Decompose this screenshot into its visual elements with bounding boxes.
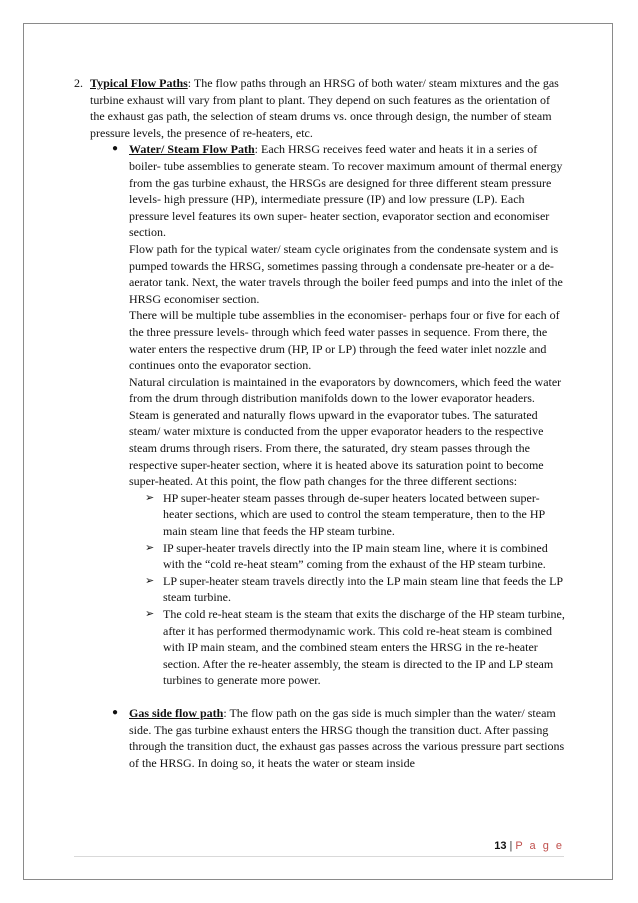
page-footer xyxy=(74,840,564,857)
arrow-bullet-icon: ➢ xyxy=(145,608,155,620)
list-item xyxy=(74,490,566,540)
water-steam-title: Water/ Steam Flow Path xyxy=(129,142,255,157)
list-item-text: IP super-heater travels directly into the IP main steam line, where it is combined with the “cold re-heat steam” coming from the exhaust of the HP steam turbine. xyxy=(163,540,548,572)
list-item-text: HP super-heater steam passes through de-super heaters located between super-heater sections, which are used to control the steam temperature, then to the HP main steam line that feeds the HP steam turbine. xyxy=(163,490,545,539)
list-item-text: LP super-heater steam travels directly into the LP main steam line that feeds the LP steam turbine. xyxy=(163,573,563,605)
water-steam-para-4: Natural circulation is maintained in the evaporators by downcomers, which feed the water from the drum through distribution manifolds down to the lower evaporator headers. Steam is generated and naturally flows upward in the evaporator tubes. The saturated steam/ water mixture is conducted from the upper evaporator headers to the respective steam drums through risers. From there, the saturated, dry steam passes through the respective super-heater section, where it is heated above its saturation point to become super-heated. At this point, the flow path changes for the three different sections: xyxy=(129,374,562,489)
water-steam-para-1 xyxy=(129,141,566,241)
section-typical-flow-paths xyxy=(74,75,566,141)
list-item xyxy=(74,540,566,573)
bullet-gas-side-flow-path xyxy=(74,705,566,771)
list-item-text: The cold re-heat steam is the steam that exits the discharge of the HP steam turbine, after it has performed thermodynamic work. This cold re-heat steam is combined with IP main steam, and the combined steam enters the HRSG in the re-heater section. After the re-heater assembly, the steam is directed to the IP and LP steam turbines to generate more power. xyxy=(163,607,565,688)
gas-side-title: Gas side flow path xyxy=(129,705,224,720)
bullet-dot-icon: ● xyxy=(112,143,119,155)
arrow-bullet-icon: ➢ xyxy=(145,574,155,587)
section-intro xyxy=(90,75,566,141)
water-steam-para-3: There will be multiple tube assemblies in the economiser- perhaps four or five for each of the three pressure levels- through which feed water passes in sequence. From there, the water enters the respective drum (HP, IP or LP) through the feed water inlet nozzle and continues onto the evaporator section. xyxy=(129,308,560,373)
spacer xyxy=(74,689,566,705)
list-item xyxy=(74,606,566,689)
page-word: P a g e xyxy=(515,840,564,852)
page-number-label xyxy=(494,840,564,852)
gas-side-text: : The flow path on the gas side is much simpler than the water/ steam side. The gas turbine exhaust enters the HRSG though the transition duct. After passing through the transition duct, the exhaust gas passes across the various pressure part sections of the HRSG. In doing so, it heats the water or steam inside xyxy=(129,705,565,770)
list-item xyxy=(74,573,566,606)
section-number: 2. xyxy=(74,76,83,90)
page-separator: | xyxy=(509,840,513,852)
water-steam-para-1-text: : Each HRSG receives feed water and heats it in a series of boiler- tube assemblies to generate steam. To recover maximum amount of thermal energy from the gas turbine exhaust, the HRSGs are designed for three different steam pressure levels- high pressure (HP), intermediate pressure (IP) and low pressure (LP). Each pressure level features its own super- heater section, evaporator section and economiser section. xyxy=(129,142,563,240)
section-title: Typical Flow Paths xyxy=(90,76,188,90)
bullet-water-steam-flow-path xyxy=(74,141,566,489)
arrow-bullet-icon: ➢ xyxy=(145,491,155,504)
gas-side-para xyxy=(129,705,566,771)
section-intro-text: : The flow paths through an HRSG of both water/ steam mixtures and the gas turbine exhaust will vary from plant to plant. They depend on such features as the orientation of the exhaust gas path, the selection of steam drums vs. once through design, the number of steam pressure levels, the presence of re-heaters, etc. xyxy=(90,76,559,140)
bullet-dot-icon: ● xyxy=(112,706,119,718)
page-content xyxy=(74,75,566,771)
arrow-bullet-icon: ➢ xyxy=(145,541,155,554)
water-steam-para-2: Flow path for the typical water/ steam cycle originates from the condensate system and is pumped towards the HRSG, sometimes passing through a condensate pre-heater or a de-aerator tank. Next, the water travels through the boiler feed pumps and into the inlet of the HRSG economiser section. xyxy=(129,241,563,306)
page-number: 13 xyxy=(494,840,507,852)
